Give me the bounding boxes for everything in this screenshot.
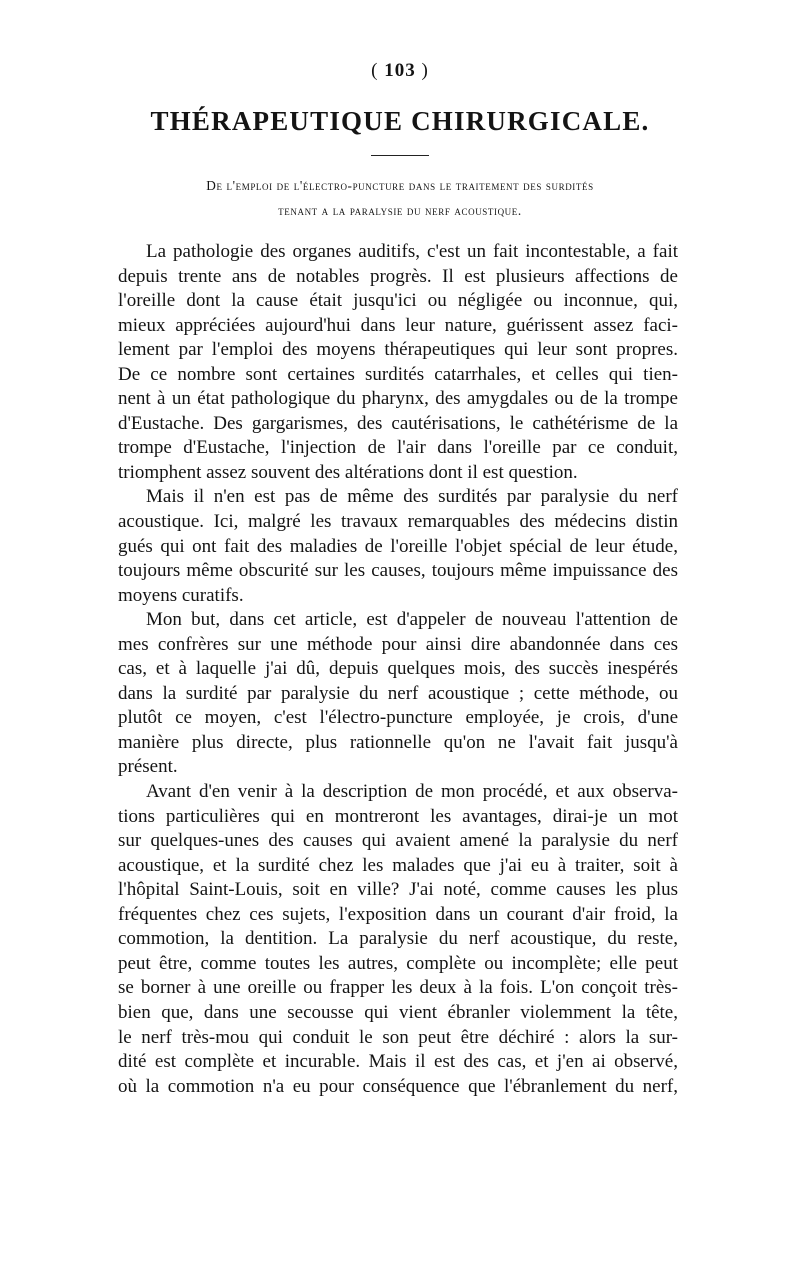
text-line: lement par l'emploi des moyens thérapeutiques qui leur sont propres. — [118, 339, 678, 361]
article-subtitle-line-1: De l'emploi de l'électro-puncture dans le traitement des surdités — [206, 178, 594, 193]
text-line: depuis trente ans de notables progrès. Il est plusieurs affections de — [118, 265, 678, 287]
text-line: Mon but, dans cet article, est d'appeler de nouveau l'attention de — [146, 609, 678, 631]
text-line: moyens curatifs. — [118, 584, 244, 606]
text-line: l'oreille dont la cause était jusqu'ici ou négligée ou inconnue, qui, — [118, 290, 678, 312]
text-line: trompe d'Eustache, l'injection de l'air dans l'oreille par ce conduit, — [118, 437, 678, 459]
text-line: Mais il n'en est pas de même des surdités par paralysie du nerf — [146, 486, 678, 508]
text-line: où la commotion n'a eu pour conséquence que l'ébranlement du nerf, — [118, 1075, 678, 1097]
section-title: THÉRAPEUTIQUE CHIRURGICALE. — [150, 106, 650, 136]
text-line: nent à un état pathologique du pharynx, des amygdales ou de la trompe — [118, 388, 678, 410]
page-number-close-paren: ) — [415, 60, 429, 81]
text-line: présent. — [118, 756, 178, 778]
text-line: triomphent assez souvent des altérations dont il est question. — [118, 461, 578, 483]
page-number-open-paren: ( — [371, 60, 385, 81]
text-line: gués qui ont fait des maladies de l'oreille l'objet spécial de leur étude, — [118, 535, 678, 557]
text-line: mieux appréciées aujourd'hui dans leur nature, guérissent assez faci- — [118, 314, 678, 336]
page-number — [0, 60, 800, 82]
text-line: plutôt ce moyen, c'est l'électro-puncture employée, je crois, d'une — [118, 707, 678, 729]
text-line: commotion, la dentition. La paralysie du nerf acoustique, du reste, — [118, 928, 678, 950]
text-line: fréquentes chez ces sujets, l'exposition dans un courant d'air froid, la — [118, 903, 678, 925]
text-line: acoustique, et la surdité chez les malades que j'ai eu à traiter, soit à — [118, 854, 678, 876]
text-line: De ce nombre sont certaines surdités catarrhales, et celles qui tien- — [118, 363, 678, 385]
article-body — [118, 240, 678, 1099]
text-line: se borner à une oreille ou frapper les deux à la fois. L'on conçoit très- — [118, 977, 678, 999]
text-line: La pathologie des organes auditifs, c'est un fait incontestable, a fait — [146, 241, 678, 262]
page-number-value: 103 — [384, 60, 416, 81]
text-line: dité est complète et incurable. Mais il est des cas, et j'en ai observé, — [118, 1051, 678, 1073]
text-line: bien que, dans une secousse qui vient ébranler violemment la tête, — [118, 1001, 678, 1023]
text-line: dans la surdité par paralysie du nerf acoustique ; cette méthode, ou — [118, 682, 678, 704]
text-line: Avant d'en venir à la description de mon procédé, et aux observa- — [146, 781, 678, 803]
text-line: mes confrères sur une méthode pour ainsi dire abandonnée dans ces — [118, 633, 678, 655]
title-divider — [371, 155, 429, 156]
article-subtitle-line-2: tenant a la paralysie du nerf acoustique. — [278, 203, 522, 218]
text-line: manière plus directe, plus rationnelle qu'on ne l'avait fait jusqu'à — [118, 731, 678, 753]
text-line: le nerf très-mou qui conduit le son peut être déchiré : alors la sur- — [118, 1026, 678, 1048]
text-line: acoustique. Ici, malgré les travaux remarquables des médecins distin — [118, 511, 678, 533]
text-line: toujours même obscurité sur les causes, toujours même impuissance des — [118, 560, 678, 582]
text-line: tions particulières qui en montreront les avantages, dirai-je un mot — [118, 805, 678, 827]
text-line: peut être, comme toutes les autres, complète ou incomplète; elle peut — [118, 952, 678, 974]
text-line: d'Eustache. Des gargarismes, des cautérisations, le cathétérisme de la — [118, 412, 678, 434]
text-line: l'hôpital Saint-Louis, soit en ville? J'ai noté, comme causes les plus — [118, 879, 678, 901]
text-line: cas, et à laquelle j'ai dû, depuis quelques mois, des succès inespérés — [118, 658, 678, 680]
text-line: sur quelques-unes des causes qui avaient amené la paralysie du nerf — [118, 830, 678, 852]
